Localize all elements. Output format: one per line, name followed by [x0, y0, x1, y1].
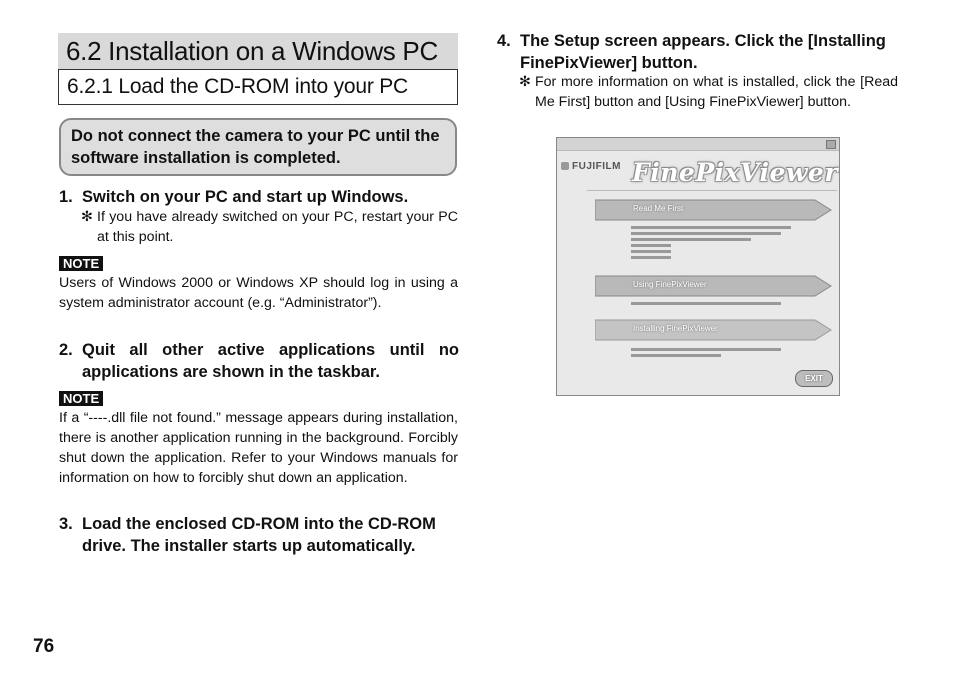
section-title: 6.2 Installation on a Windows PC: [58, 33, 458, 69]
exit-button: EXIT: [795, 370, 833, 387]
page-number: 76: [33, 636, 55, 657]
divider: [587, 190, 837, 191]
step-text: Quit all other active applications until no applications are shown in the taskbar.: [82, 341, 459, 381]
screenshot-titlebar: [557, 138, 839, 151]
setup-screen-screenshot: [556, 137, 840, 396]
description-lines: [631, 348, 801, 357]
note-label-1: [59, 255, 103, 273]
button-label: Read Me First: [633, 204, 684, 213]
asterisk-icon: ✻: [81, 209, 93, 225]
step-3: [59, 513, 459, 557]
step-number: 3.: [59, 515, 73, 533]
subsection-title: 6.2.1 Load the CD-ROM into your PC: [58, 69, 458, 105]
read-me-first-button: [595, 198, 833, 222]
arrow-bar-shape: [595, 198, 833, 222]
step-note-text: If you have already switched on your PC, restart your PC at this point.: [97, 209, 458, 245]
using-finepixviewer-button: [595, 274, 833, 298]
step-4: [497, 30, 898, 74]
step-4-note: [519, 72, 898, 112]
note-text-2: If a “----.dll file not found.” message appears during installation, there is another application running in the background. Forcibly shut down the application. Refer to your Windows manuals for information on how to forcibly shut down an application.: [59, 410, 458, 486]
note-tag: NOTE: [59, 256, 103, 271]
step-2: [59, 339, 459, 383]
note-label-2: [59, 390, 103, 408]
description-lines: [631, 302, 801, 305]
step-text: The Setup screen appears. Click the [Installing FinePixViewer] button.: [520, 32, 886, 72]
note-text-1: Users of Windows 2000 or Windows XP should log in using a system administrator account (e.g. “Administrator”).: [59, 275, 458, 311]
arrow-bar-shape: [595, 274, 833, 298]
step-number: 4.: [497, 32, 511, 50]
close-icon: [826, 140, 836, 149]
fujifilm-logo-icon: [561, 162, 569, 170]
step-text: Switch on your PC and start up Windows.: [82, 188, 409, 206]
button-label: Using FinePixViewer: [633, 280, 707, 289]
step-1-note: [81, 207, 458, 247]
step-note-text: For more information on what is installed, click the [Read Me First] button and [Using FinePixViewer] button.: [535, 74, 898, 110]
warning-box: [59, 118, 457, 176]
asterisk-icon: ✻: [519, 74, 531, 90]
button-label: Installing FinePixViewer: [633, 324, 718, 333]
screenshot-app-title: FinePixViewer: [632, 158, 838, 187]
note-tag: NOTE: [59, 391, 103, 406]
step-number: 2.: [59, 341, 73, 359]
step-text: Load the enclosed CD-ROM into the CD-ROM drive. The installer starts up automatically.: [82, 515, 436, 555]
installing-finepixviewer-button: [595, 318, 833, 342]
step-number: 1.: [59, 188, 73, 206]
description-lines: [631, 226, 801, 259]
screenshot-brand: FUJIFILM: [572, 161, 621, 172]
warning-text: Do not connect the camera to your PC until the software installation is completed.: [71, 127, 440, 167]
step-1: [59, 186, 459, 208]
